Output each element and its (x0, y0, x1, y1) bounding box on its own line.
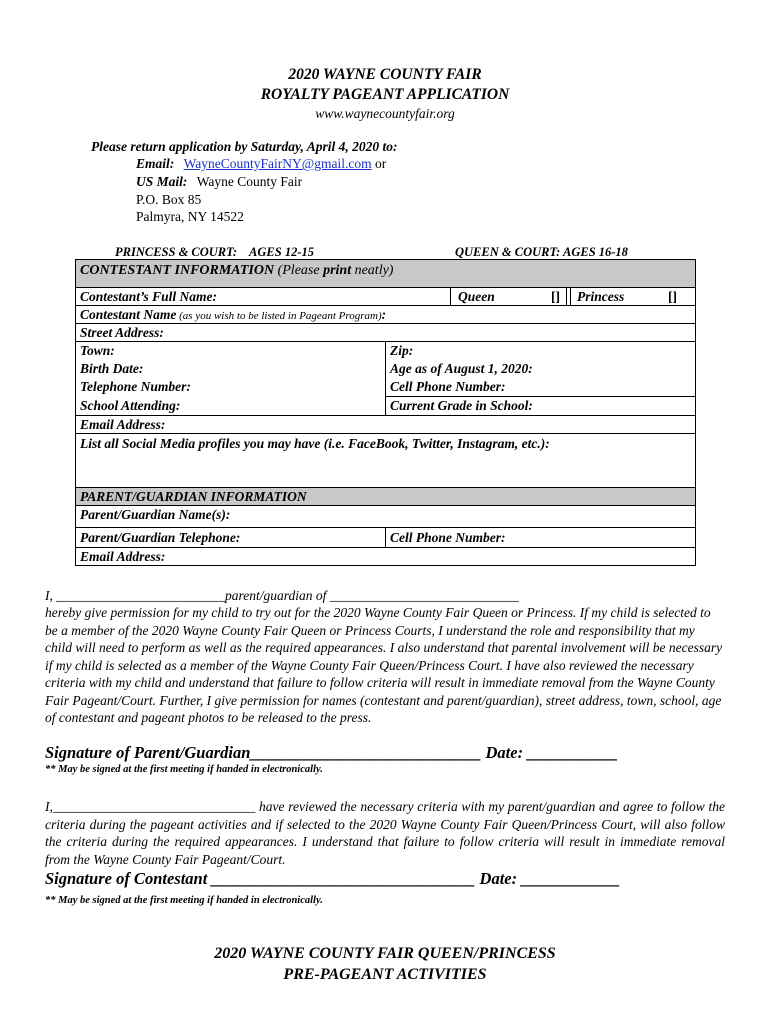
zip-field[interactable]: Zip: (390, 343, 414, 358)
email-row (76, 416, 695, 434)
parent-email-field[interactable]: Email Address: (80, 549, 166, 564)
telephone-field[interactable]: Telephone Number: (80, 379, 191, 394)
parent-signature-note: ** May be signed at the first meeting if handed in electronically. (45, 764, 323, 775)
email-field[interactable]: Email Address: (80, 417, 166, 432)
cell-phone-field[interactable]: Cell Phone Number: (390, 379, 506, 394)
footer-line-2: PRE-PAGEANT ACTIVITIES (283, 966, 487, 983)
parent-names-row (76, 506, 695, 528)
mail-line-3: Palmyra, NY 14522 (136, 209, 244, 224)
full-name-field[interactable]: Contestant’s Full Name: (80, 289, 218, 304)
queen-option[interactable] (454, 288, 566, 305)
full-name-row (76, 288, 695, 306)
website: www.waynecountyfair.org (315, 106, 455, 121)
consent-line-1: I, _________________________parent/guardian of ____________________________ (45, 588, 519, 603)
email-return-line (136, 156, 386, 172)
town-field[interactable]: Town: (80, 343, 115, 358)
parent-names-field[interactable]: Parent/Guardian Name(s): (80, 507, 231, 522)
school-field[interactable]: School Attending: (80, 398, 181, 413)
contestant-header-row (76, 260, 695, 288)
parent-email-row (76, 548, 695, 565)
consent-body: hereby give permission for my child to try out for the 2020 Wayne County Fair Queen or Princess. If my child is selected to be a member of the 2020 Wayne County Fair Queen or Princess Courts, I understand the role and responsibility that my child will need to perform as well as the required appearances. I also understand that parental involvement will be necessary if my child is selected as a member of the Wayne County Fair Queen/Princess Court. I have also reviewed the necessary criteria with my child and understand that failure to follow criteria will result in immediate removal from the Wayne County Fair Pageant/Court. Further, I give permission for names (contestant and parent/guardian), street address, town, school, age of contestant and pageant photos to be released to the press. (45, 605, 723, 725)
queen-division: QUEEN & COURT: AGES 16-18 (455, 245, 628, 259)
return-intro: Please return application by Saturday, April 4, 2020 to: (91, 139, 398, 154)
contestant-name-field[interactable]: Contestant Name (as you wish to be listed in Pageant Program): (80, 307, 387, 322)
title-line-1: 2020 WAYNE COUNTY FAIR (288, 66, 482, 83)
contestant-name-row (76, 306, 695, 324)
contestant-signature-line[interactable]: Signature of Contestant ________________________________ Date: ____________ (45, 869, 621, 888)
email-link[interactable]: WayneCountyFairNY@gmail.com (183, 156, 372, 171)
street-field[interactable]: Street Address: (80, 325, 164, 340)
parent-header-row (76, 488, 695, 506)
grade-field[interactable]: Current Grade in School: (390, 398, 533, 413)
birth-date-field[interactable]: Birth Date: (80, 361, 144, 376)
princess-division: PRINCESS & COURT: AGES 12-15 (115, 245, 314, 259)
email-suffix: or (374, 156, 387, 171)
mail-line-2: P.O. Box 85 (136, 192, 202, 207)
queen-label: Queen (458, 289, 495, 304)
details-block (76, 342, 695, 416)
mail-label: US Mail: (136, 174, 188, 189)
contestant-signature-note: ** May be signed at the first meeting if handed in electronically. (45, 895, 323, 906)
princess-label: Princess (577, 289, 625, 304)
street-row (76, 324, 695, 342)
footer-line-1: 2020 WAYNE COUNTY FAIR QUEEN/PRINCESS (214, 945, 556, 962)
mail-line (136, 174, 302, 190)
princess-checkbox[interactable]: [] (668, 289, 677, 304)
contestant-header-text: CONTESTANT INFORMATION (80, 263, 275, 278)
princess-option[interactable] (573, 288, 697, 305)
contestant-statement: I,______________________________ have reviewed the necessary criteria with my parent/guardian and agree to follow the criteria during the pageant activities and if selected to the 2020 Wayne County Fair Queen/Princess Court, will also follow the criteria during the required appearances. I understand that failure to follow criteria will result in immediate removal from the Wayne County Fair Pageant/Court. (45, 799, 725, 867)
contestant-header-note: (Please print neatly) (277, 263, 394, 278)
parent-signature-line[interactable]: Signature of Parent/Guardian____________________________ Date: ___________ (45, 743, 618, 762)
social-row (76, 434, 695, 488)
parent-telephone-field[interactable]: Parent/Guardian Telephone: (80, 530, 241, 545)
parent-cell-field[interactable]: Cell Phone Number: (390, 530, 506, 545)
mail-line-1: Wayne County Fair (196, 174, 303, 189)
title-line-2: ROYALTY PAGEANT APPLICATION (260, 86, 510, 103)
social-media-field[interactable]: List all Social Media profiles you may have (i.e. FaceBook, Twitter, Instagram, etc.): (80, 436, 550, 451)
email-label: Email: (136, 156, 175, 171)
contestant-header (76, 260, 393, 287)
parent-phone-row (76, 528, 695, 548)
queen-checkbox[interactable]: [] (551, 289, 560, 304)
age-field[interactable]: Age as of August 1, 2020: (390, 361, 533, 376)
parent-header: PARENT/GUARDIAN INFORMATION (80, 489, 307, 504)
application-form (75, 259, 696, 566)
